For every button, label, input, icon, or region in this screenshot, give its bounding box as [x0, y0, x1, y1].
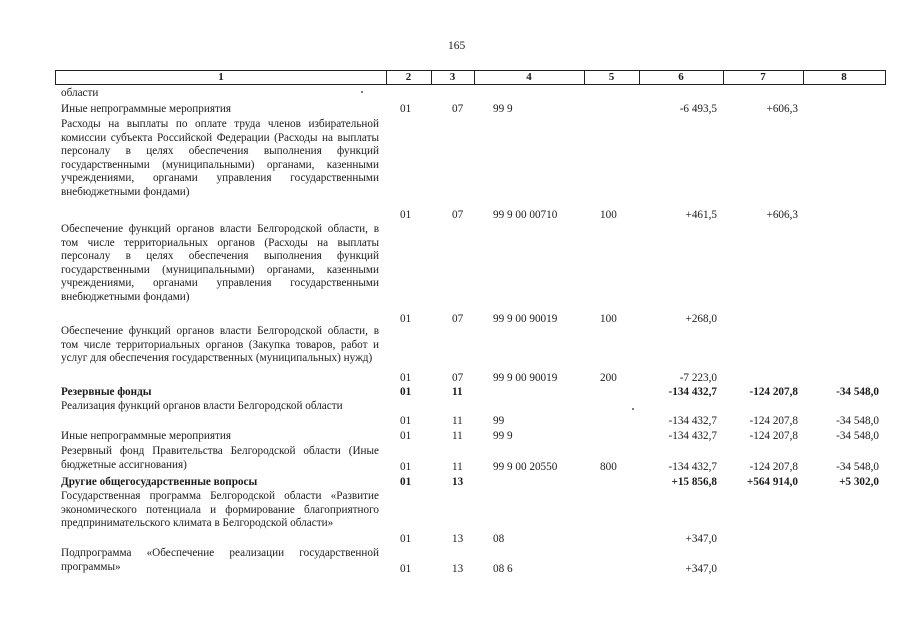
row-subsection-code: 07 [452, 372, 464, 384]
row-amount-col7: +606,3 [766, 209, 798, 221]
header-col-8: 8 [841, 71, 847, 83]
header-col-3: 3 [449, 71, 456, 83]
row-description: Иные непрограммные мероприятия [61, 103, 232, 115]
row-section-code: 01 [400, 209, 412, 221]
row-amount-col6: +268,0 [685, 313, 717, 325]
row-target-code: 99 9 [493, 103, 513, 115]
row-amount-col6: -134 432,7 [668, 386, 717, 398]
row-description: Обеспечение функций органов власти Белгородской области, в том числе территориальных органов (Расходы на выплаты персоналу в целях обеспечения выполнения функций государственными (муниципальными) органами, казенными учреждениями, органами управления государственными внебюджетными фондами) [61, 223, 379, 303]
row-target-code: 99 9 00 20550 [493, 461, 558, 473]
row-description: Подпрограмма «Обеспечение реализации государственной программы» [61, 547, 379, 573]
row-amount-col7: +564 914,0 [746, 476, 798, 488]
row-subsection-code: 11 [452, 386, 463, 398]
header-col-5: 5 [608, 71, 615, 83]
row-description: Государственная программа Белгородской области «Развитие экономического потенциала и формирование благоприятного предпринимательского климата в Белгородской области» [61, 490, 379, 530]
header-col-6: 6 [678, 71, 684, 83]
row-amount-col8: -34 548,0 [836, 461, 879, 473]
row-amount-col7: -124 207,8 [749, 415, 798, 427]
row-amount-col6: -7 223,0 [679, 372, 717, 384]
row-description: области [61, 87, 99, 99]
row-amount-col7: -124 207,8 [749, 461, 798, 473]
row-subsection-code: 11 [452, 461, 463, 473]
row-amount-col8: -34 548,0 [836, 430, 879, 442]
row-target-code: 99 [493, 415, 505, 427]
row-expense-type: 800 [600, 461, 617, 473]
row-subsection-code: 07 [452, 103, 464, 115]
row-target-code: 08 [493, 533, 505, 545]
row-subsection-code: 11 [452, 430, 463, 442]
row-amount-col6: -6 493,5 [679, 103, 717, 115]
row-description: Резервный фонд Правительства Белгородской области (Иные бюджетные ассигнования) [61, 445, 379, 471]
row-target-code: 99 9 [493, 430, 513, 442]
row-subsection-code: 13 [452, 563, 464, 575]
row-description: Иные непрограммные мероприятия [61, 430, 232, 442]
row-amount-col6: +461,5 [685, 209, 717, 221]
scan-speck [361, 91, 363, 93]
row-expense-type: 100 [600, 313, 617, 325]
row-description: Обеспечение функций органов власти Белгородской области, в том числе территориальных органов (Закупка товаров, работ и услуг для обеспечения государственных (муниципальных) нужд) [61, 325, 379, 365]
row-target-code: 99 9 00 90019 [493, 313, 558, 325]
row-amount-col6: -134 432,7 [668, 430, 717, 442]
page-number: 165 [448, 40, 466, 52]
row-subsection-code: 13 [452, 533, 464, 545]
row-amount-col6: +347,0 [685, 563, 717, 575]
header-col-7: 7 [760, 71, 766, 83]
row-description: Другие общегосударственные вопросы [61, 476, 258, 488]
row-section-code: 01 [400, 313, 412, 325]
row-expense-type: 200 [600, 372, 617, 384]
row-section-code: 01 [400, 563, 412, 575]
row-section-code: 01 [400, 461, 412, 473]
row-description: Резервные фонды [61, 386, 152, 398]
row-section-code: 01 [400, 372, 412, 384]
row-section-code: 01 [400, 415, 412, 427]
row-subsection-code: 07 [452, 313, 464, 325]
row-amount-col6: +15 856,8 [671, 476, 717, 488]
row-subsection-code: 07 [452, 209, 464, 221]
row-subsection-code: 11 [452, 415, 463, 427]
row-amount-col6: -134 432,7 [668, 415, 717, 427]
row-description: Реализация функций органов власти Белгородской области [61, 400, 343, 412]
row-amount-col8: -34 548,0 [836, 415, 879, 427]
row-subsection-code: 13 [452, 476, 464, 488]
row-section-code: 01 [400, 533, 412, 545]
row-target-code: 99 9 00 90019 [493, 372, 558, 384]
header-col-4: 4 [526, 71, 532, 83]
row-amount-col6: -134 432,7 [668, 461, 717, 473]
table-header [55, 70, 886, 85]
row-section-code: 01 [400, 386, 412, 398]
row-amount-col7: -124 207,8 [749, 386, 798, 398]
scan-speck [632, 408, 634, 410]
row-expense-type: 100 [600, 209, 617, 221]
row-target-code: 08 6 [493, 563, 513, 575]
row-target-code: 99 9 00 00710 [493, 209, 558, 221]
row-amount-col8: +5 302,0 [839, 476, 879, 488]
header-col-1: 1 [218, 71, 224, 83]
row-section-code: 01 [400, 430, 412, 442]
row-amount-col8: -34 548,0 [836, 386, 879, 398]
row-amount-col6: +347,0 [685, 533, 717, 545]
row-amount-col7: +606,3 [766, 103, 798, 115]
header-col-2: 2 [405, 71, 412, 83]
row-amount-col7: -124 207,8 [749, 430, 798, 442]
row-section-code: 01 [400, 476, 412, 488]
row-description: Расходы на выплаты по оплате труда членов избирательной комиссии субъекта Российской Федерации (Расходы на выплаты персоналу в целях обеспечения выполнения функций государственными (муниципальными) органами, казенными учреждениями, органами управления государственными внебюджетными фондами) [61, 118, 379, 198]
row-section-code: 01 [400, 103, 412, 115]
